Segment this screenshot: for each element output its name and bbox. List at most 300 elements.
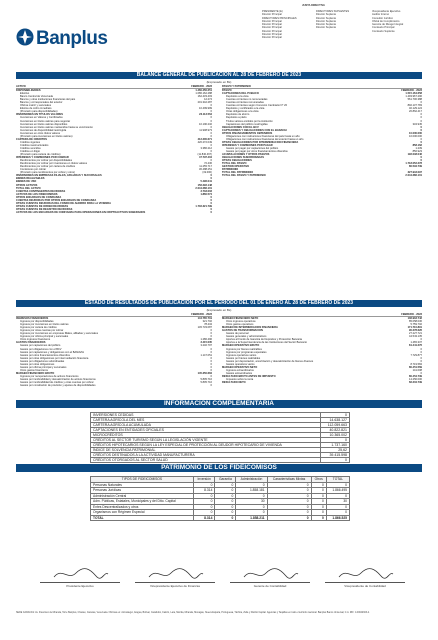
row-label: Cuentas corrientes según Convenio Cambiario N° 20 (226, 104, 288, 108)
board-member-line: Vicepresidente Ejecutivo (372, 10, 401, 13)
row-value: 0 (210, 177, 212, 181)
row-label: OBLIGACIONES CON EL BCV (222, 125, 259, 129)
trust-cell: 0 (215, 488, 236, 494)
row-value: 156.292.148 (197, 183, 212, 187)
row-label: Ingresos por recuperaciones de activos financieros (20, 374, 79, 378)
balance-units: (Expresado en Bs) (206, 80, 232, 84)
row-label: Obligaciones con instituciones financieras del exterior hasta un año (226, 137, 304, 141)
row-label: Comisiones por cobrar (20, 168, 47, 172)
signature-block (230, 567, 310, 588)
row-label: Ingresos extraordinarios (226, 368, 254, 372)
row-value: 0 (420, 356, 422, 360)
results-title: ESTADO DE RESULTADOS DE PUBLICACIÓN POR EL PERÍODO DEL 01 DE ENERO AL 28 DE FEBRERO DE 2023 (16, 300, 422, 307)
row-value: 0 (210, 347, 212, 351)
row-value: 20.862.417 (409, 110, 422, 114)
trust-cell: 0 (311, 482, 326, 488)
row-value: 27.227.721 (409, 332, 422, 336)
row-label: ACTIVOS DE LOS FIDEICOMISOS (16, 192, 58, 196)
signature-role: Presidente Ejecutivo (66, 584, 94, 588)
row-label: BIENES REALIZABLES (16, 177, 45, 181)
trust-column-header: Otros (311, 477, 326, 483)
trust-cell: 0 (267, 515, 311, 521)
row-value: 327.943.097 (407, 171, 422, 175)
row-value: 0 (420, 371, 422, 375)
row-value: 892.137.783 (407, 104, 422, 108)
row-value: 0 (210, 110, 212, 114)
row-value: 0 (420, 137, 422, 141)
row-label: Títulos valores emitidos por la institución (226, 119, 273, 123)
row-value: 192.048.046 (407, 153, 422, 157)
row-label: INTERESES Y COMISIONES POR PAGAR (222, 143, 273, 147)
complementary-label: ÍNDICE DE SOLVENCIA PATRIMONIAL (91, 448, 321, 453)
complementary-value: 0 (321, 458, 350, 463)
trust-cell: Entes Descentralizados y otros (91, 504, 194, 510)
trust-cell: 30 (236, 499, 267, 505)
row-value: 10.000.000 (409, 134, 422, 138)
row-label: Ingresos por oficina principal y sucursales (20, 335, 69, 339)
row-label: RESULTADO BRUTO ANTES DE IMPUESTO (222, 374, 276, 378)
row-label: Gastos por otros financiamientos obtenidos (20, 353, 70, 357)
row-value: 0 (210, 384, 212, 388)
complementary-value: 1.737.160 (321, 443, 350, 448)
signature-line (135, 582, 215, 583)
board-member-line: Director Principal (262, 33, 282, 37)
row-label: Ingresos por cartera de créditos (20, 326, 57, 330)
row-label: OBLIGACIONES SUBORDINADAS (222, 156, 264, 160)
row-label: Depósitos y certificados a la vista (226, 107, 265, 111)
board-member-line: Comisario Suplente (372, 29, 395, 33)
row-value: 3.415.035 (200, 341, 212, 345)
row-value: 11.908.973 (199, 128, 212, 132)
complementary-value: 25,62 (321, 448, 350, 453)
row-label: Cuentas corrientes no remuneradas (226, 98, 268, 102)
complementary-label: CRÉDITOS OTORGADOS AL SECTOR SALUD (91, 458, 321, 463)
row-value: 1.460.450.251 (195, 89, 212, 93)
handwritten-signature (335, 567, 395, 581)
row-label: Gastos por pagar por otros financiamientos obtenidos (226, 149, 288, 153)
row-label: Gastos por constitución de provisión y ajustes de disponibilidades (20, 384, 96, 388)
row-label: Bancos y otras instituciones financieras del país (20, 98, 76, 102)
row-label: Créditos en litigio (20, 149, 40, 153)
pasivo-heading: PASIVO Y PATRIMONIO (222, 85, 251, 88)
row-label: Ingresos por programas especiales (226, 350, 267, 354)
row-label: GASTOS DE TRANSFORMACIÓN (222, 329, 263, 333)
handwritten-signature (240, 567, 300, 581)
row-label: Oficina matriz y sucursales (20, 104, 51, 108)
row-value: 1.718.052.278 (405, 162, 422, 166)
row-label: Gastos por otras obligaciones (20, 362, 55, 366)
trust-cell: 0 (311, 510, 326, 516)
row-label: Créditos vigentes (20, 140, 41, 144)
row-value: 0 (210, 374, 212, 378)
signature-line (40, 582, 120, 583)
row-value: 0 (210, 159, 212, 163)
row-label: Inversiones en títulos valores mantenidos hasta su vencimiento (20, 125, 93, 129)
row-label: Depósitos a plazo (226, 116, 247, 120)
row-label: Bancos y corresponsales del exterior (20, 101, 63, 105)
row-value: 0 (210, 143, 212, 147)
row-value: 145.733.087 (197, 326, 212, 330)
row-label: DISPONIBILIDADES (16, 89, 41, 93)
row-label: CAPTACIONES Y OBLIGACIONES CON EL BANAVIH (222, 128, 287, 132)
signature-role: Vicepresidente Ejecutivo de Finanzas (150, 584, 200, 588)
row-value: 80.451.569 (409, 365, 422, 369)
row-value: 334.945 (412, 122, 422, 126)
row-label: INVERSIONES EN TÍTULOS VALORES (16, 113, 63, 117)
row-value: 145.350.684 (197, 371, 212, 375)
board-member-line: Director Principal (262, 26, 282, 30)
row-value: 0 (210, 174, 212, 178)
row-value: 201.342.287 (197, 101, 212, 105)
row-value: 0 (420, 113, 422, 117)
row-label: OTRAS CUENTAS DE ORDEN DEUDORAS (16, 204, 69, 208)
row-label: CUENTAS DEUDORAS POR OTROS ENCARGOS DE CONFIANZA (16, 198, 97, 202)
row-value: 412.200.671 (197, 137, 212, 141)
row-label: CUENTAS CONTINGENTES DEUDORAS (16, 189, 66, 193)
row-label: OTRAS CUENTAS DEUDORAS DEL FONDO DE AHORRO PARA LA VIVIENDA (16, 201, 111, 205)
complementary-label: CRÉDITOS DESTINADOS A LA ACTIVIDAD MANUFACTURERA (91, 453, 321, 458)
row-value: 0 (420, 156, 422, 160)
activo-heading: ACTIVO (16, 85, 26, 88)
row-label: Inversiones en Valores y Certificados (20, 116, 63, 120)
trust-total-row (91, 515, 350, 521)
board-title (302, 4, 362, 7)
row-value: 1.239 (415, 146, 422, 150)
row-value: 2.044.286.101 (195, 186, 212, 190)
row-value: 0 (210, 116, 212, 120)
board-member-line: Oficial de Cumplimiento (372, 19, 400, 23)
row-value: 0 (210, 119, 212, 123)
row-label: PASIVO (222, 89, 232, 93)
row-value: 1.286.496 (200, 338, 212, 342)
footer-text: SEDE CARACAS: Av. Francisco de Miranda, Torre Banplus, Chacao, Caracas, Venezuela. Oficinas en: Anzoátegui, Aragua, Bolívar, Carabobo, Falcón, Lara, Mérida, Miranda, Monagas, Nueva Esparta, Portuguesa, Táchira, Zulia y Distrito Capital. Agencias y Taquillas en todo el territorio nacional. Banplus Banco Universal, C.A. RIF: J-00042303-2. (16, 612, 370, 614)
trust-cell: 0 (236, 482, 267, 488)
row-label: MARGEN FINANCIERO NETO (222, 317, 259, 321)
row-value: 0 (210, 210, 212, 214)
complementary-label: CARTERA AGRÍCOLA ACUMULADA (91, 423, 321, 428)
trust-cell: 0 (215, 499, 236, 505)
trust-column-header: TOTAL (326, 477, 349, 483)
row-label: Obligaciones con instituciones financieras del país hasta un año (226, 134, 300, 138)
row-label: MARGEN OPERATIVO BRUTO (222, 344, 260, 348)
row-label: Inversiones en títulos valores disponibles (20, 122, 68, 126)
row-label: Depósitos a la vista (226, 95, 249, 99)
row-value: 0 (210, 134, 212, 138)
row-label: (Provisión para disponibilidades) (20, 110, 58, 114)
row-label: Créditos vencidos (20, 146, 41, 150)
complementary-value: 14.638.127 (321, 418, 350, 423)
row-value: 36.488.251 (199, 168, 212, 172)
row-value: 0 (210, 329, 212, 333)
row-value: 0 (210, 350, 212, 354)
board-member-line: Director Suplente (316, 26, 337, 30)
trust-cell: 0 (311, 493, 326, 499)
row-label: Otros gastos operativos (226, 323, 254, 327)
row-label: Ingresos por inversiones en empresas filiales, afiliadas y sucursales (20, 332, 98, 336)
row-value: 0 (210, 131, 212, 135)
row-value: 0 (420, 128, 422, 132)
row-label: Rendimientos por cobrar por cartera de créditos (20, 165, 76, 169)
row-value: 5.805.716 (200, 377, 212, 381)
trust-cell: 0 (215, 504, 236, 510)
row-value: 80.454.739 (409, 374, 422, 378)
trust-cell: Administración Central (91, 493, 194, 499)
row-label: OTROS ENCARGOS DE CONFIANZA (16, 195, 62, 199)
row-label: Depósitos de ahorro (226, 113, 250, 117)
row-value: 85.058.036 (409, 320, 422, 324)
complementary-label: CRÉDITOS HIPOTECARIOS SEGÚN LA LEY ESPECIAL DE PROTECCIÓN AL DEUDOR HIPOTECARIO DE VIVIENDA (91, 443, 321, 448)
row-label: Ingresos por otras cuentas por cobrar (20, 329, 64, 333)
row-label: Otras obligaciones a la vista (226, 110, 259, 114)
row-label: Ingresos por disponibilidades (20, 320, 54, 324)
row-value: 2.044.286.101 (405, 174, 422, 178)
complementary-label: CAPTACIONES EN ENTIDADES OFICIALES (91, 428, 321, 433)
row-value: 0 (210, 365, 212, 369)
trust-cell: 0 (326, 482, 349, 488)
row-label: (Provisión para inversiones en títulos valores) (20, 134, 73, 138)
complementary-title: INFORMACIÓN COMPLEMENTARIA (16, 400, 422, 408)
row-label: INVERSIONES EN EMPRESAS FILIALES, AFILIADAS Y SUCURSALES (16, 174, 102, 178)
trust-cell: Personas Naturales (91, 482, 194, 488)
signature-line (230, 582, 310, 583)
row-value: 0 (210, 359, 212, 363)
board-member-line: Gerente de Riesgo Integral (372, 23, 404, 27)
board-member-line: Director Principal (262, 19, 282, 23)
row-value: 11.255.717 (199, 165, 212, 169)
board-member-line: DIRECTORES PRINCIPALES (262, 16, 297, 20)
row-label: TOTAL DEL PASIVO (222, 162, 247, 166)
trust-cell: 30 (326, 499, 349, 505)
trust-cell: 0 (236, 510, 267, 516)
row-label: TOTAL DEL PASIVO Y PATRIMONIO (222, 174, 266, 178)
balance-title: BALANCE GENERAL DE PUBLICACIÓN AL 28 DE FEBRERO DE 2023 (16, 72, 422, 79)
trust-cell: 0 (193, 504, 215, 510)
row-label: Gastos por depreciación, amortización y desvalorización de bienes diversos (226, 359, 314, 363)
row-label: TOTAL DEL ACTIVO (16, 186, 41, 190)
trust-cell: 0 (311, 504, 326, 510)
row-value: 162.433.403 (197, 95, 212, 99)
row-label: RESULTADO NETO (222, 381, 246, 385)
trust-cell: 0 (193, 493, 215, 499)
trust-title: PATRIMONIO DE LOS FIDEICOMISOS (16, 464, 422, 472)
row-label: Otros gastos financieros (20, 368, 48, 372)
row-label: OTROS FINANCIAMIENTOS OBTENIDOS (222, 131, 273, 135)
row-label: Gastos por obligaciones subordinadas (20, 359, 65, 363)
trust-cell: 0 (236, 493, 267, 499)
complementary-value: 112.059.663 (321, 423, 350, 428)
row-label: PATRIMONIO (222, 168, 239, 172)
trust-column-header: Garantía (215, 477, 236, 483)
row-label: Gastos extraordinarios (226, 371, 253, 375)
trust-cell: 8.314 (193, 515, 215, 521)
row-value: 7.729.877 (410, 353, 422, 357)
pasivo-rows (222, 89, 422, 177)
trust-cell: Organismos con Régimen Especial (91, 510, 194, 516)
row-value: 3.386.212 (200, 146, 212, 150)
row-value: 141.008 (412, 368, 422, 372)
trust-cell: 8.314 (193, 488, 215, 494)
trust-cell: 0 (193, 499, 215, 505)
row-label: Inversiones de disponibilidad restringida (20, 128, 67, 132)
trust-cell: 0 (215, 515, 236, 521)
row-label: CARTERA DE CRÉDITOS (16, 137, 47, 141)
trust-cell: 0 (326, 510, 349, 516)
board-member-line: Director Principal (262, 13, 282, 17)
row-value: 1.860.574 (200, 192, 212, 196)
row-value: 858.162 (412, 143, 422, 147)
row-label: MARGEN OPERATIVO NETO (222, 365, 258, 369)
row-label: Ingresos por inversiones en títulos valores (20, 323, 69, 327)
signature-block (135, 567, 215, 588)
row-label: Ingresos operativos varios (226, 353, 257, 357)
row-value: 561.700.388 (407, 98, 422, 102)
row-label: Gastos por captaciones y obligaciones con el BANAVIH (20, 350, 84, 354)
row-label: Gastos por captaciones del público (20, 344, 61, 348)
row-value: 81.441.276 (409, 344, 422, 348)
row-value: 171.710.891 (407, 326, 422, 330)
row-label: ACTIVOS DE LOS ENCARGOS DE CONFIANZA PARA OPERACIONES EN CRIPTOACTIVOS SOBERANOS (16, 210, 146, 214)
row-value: 0 (210, 201, 212, 205)
row-value: 0 (420, 350, 422, 354)
trust-column-header: Características Mixtas (267, 477, 311, 483)
row-label: Efectivo (20, 92, 30, 96)
signature-block (325, 567, 405, 588)
trust-cell: 0 (267, 493, 311, 499)
row-value: 5.759.702 (410, 323, 422, 327)
row-label: OTRAS CUENTAS DE REGISTRO DEUDORAS (16, 207, 73, 211)
board-member-line: Director Suplente (316, 13, 337, 17)
row-label: MARGEN DE INTERMEDIACIÓN FINANCIERA (222, 326, 278, 330)
results-left-column (16, 313, 212, 387)
complementary-label: INVERSIONES CEDIDAS (91, 413, 321, 418)
statement-row (222, 381, 422, 384)
trust-cell: 0 (311, 488, 326, 494)
row-value: 66.204.739 (409, 381, 422, 385)
row-label: Captaciones del público restringidas (226, 122, 268, 126)
balance-activo-column (16, 85, 212, 214)
trust-cell: TOTAL (91, 515, 194, 521)
signature-role: Gerente de Contabilidad (253, 584, 287, 588)
trust-column-header: Inversión (193, 477, 215, 483)
trust-cell: 0 (215, 482, 236, 488)
row-value: 0 (210, 149, 212, 153)
row-label: Otros ingresos financieros (20, 338, 51, 342)
row-label: OTRAS OBLIGACIONES (222, 159, 252, 163)
results-right-rows (222, 317, 422, 384)
row-label: Cuentas corrientes remuneradas (226, 101, 264, 105)
row-value: 0 (420, 125, 422, 129)
row-value: 420.272.049 (197, 140, 212, 144)
row-value: 40.129.124 (409, 107, 422, 111)
row-value: 0 (210, 195, 212, 199)
trust-cell: 0 (267, 482, 311, 488)
trust-cell: 0 (267, 488, 311, 494)
trust-cell: Personas Jurídicas (91, 488, 194, 494)
row-value: 0 (420, 101, 422, 105)
banplus-logo-icon (16, 28, 34, 46)
row-label: INTERESES Y COMISIONES POR COBRAR (16, 156, 69, 160)
signature-role: Vicepresidente de Contabilidad (344, 584, 386, 588)
complementary-table (90, 412, 350, 463)
row-value: 10.190.232 (199, 122, 212, 126)
row-label: Gastos por incobrabilidad y desvalorización de activos financieros (20, 377, 96, 381)
row-label: Créditos reestructurados (20, 143, 49, 147)
trust-cell: 0 (193, 510, 215, 516)
row-value: 0 (210, 207, 212, 211)
row-value: 0 (210, 104, 212, 108)
board-member-line: Auditor Interno (372, 13, 390, 17)
complementary-value: 0 (321, 413, 350, 418)
row-value: 1.465.337 (410, 341, 422, 345)
results-right-column (222, 313, 422, 384)
row-value: 14.250.000 (409, 377, 422, 381)
row-value: 0 (210, 198, 212, 202)
row-label: Impuesto sobre la renta (226, 377, 254, 381)
banplus-logo (16, 26, 116, 48)
row-value: (11.840.467) (197, 153, 212, 157)
row-label: Gastos operativos varios (226, 362, 255, 366)
board-member-line: Comisario Principal (372, 26, 395, 30)
trust-cell: 0 (267, 510, 311, 516)
row-label: Gastos por otras obligaciones por intermediación financiera (20, 356, 89, 360)
row-label: GESTIÓN OPERATIVA (222, 165, 250, 169)
row-value: 144.765.719 (197, 317, 212, 321)
board-member-line: DIRECTORES SUPLENTES (316, 10, 350, 13)
statement-row (222, 174, 422, 177)
trust-cell: 1.858.211 (236, 515, 267, 521)
trust-cell: 1.858.181 (236, 488, 267, 494)
row-label: Gastos por bienes realizables (226, 356, 261, 360)
row-value: 47.797.404 (199, 156, 212, 160)
trust-cell: 0 (326, 504, 349, 510)
row-value: 72.436 (204, 162, 212, 166)
row-value: 10.499.999 (199, 107, 212, 111)
row-label: INGRESOS FINANCIEROS (16, 317, 49, 321)
row-label: CAPTACIONES DEL PÚBLICO (222, 92, 259, 96)
row-value: 90.278.626 (409, 329, 422, 333)
row-label: Inversiones en otros títulos valores (20, 131, 61, 135)
board-member-line: Director Principal (262, 29, 282, 33)
row-value: 1.702.321.799 (195, 204, 212, 208)
row-value: 0 (210, 356, 212, 360)
row-label: (Provisión para cartera de créditos) (20, 153, 61, 157)
row-value: 0 (210, 125, 212, 129)
brand-name: Banplus (36, 28, 108, 49)
trust-cell: 0 (215, 493, 236, 499)
results-units: (Expresado en Bs) (206, 308, 232, 312)
row-value: 321.702 (202, 320, 212, 324)
row-label: ACUMULACIONES Y OTROS PASIVOS (222, 153, 270, 157)
row-value: 0 (210, 362, 212, 366)
row-value: 0 (420, 119, 422, 123)
complementary-value: 40.822.821 (321, 428, 350, 433)
row-value: 0 (420, 116, 422, 120)
complementary-value: 10.365.002 (321, 433, 350, 438)
row-value: 44.543.135 (409, 335, 422, 339)
row-label: TOTAL DEL PATRIMONIO (222, 171, 254, 175)
row-value: 78.434 (204, 323, 212, 327)
row-value: 0 (210, 368, 212, 372)
board-member-line: Director Principal (262, 23, 282, 27)
trust-cell: 0 (215, 510, 236, 516)
board-heading: JUNTA DIRECTIVA (302, 4, 325, 7)
row-value: 3.246.797 (200, 344, 212, 348)
complementary-label: MICROCRÉDITOS (91, 433, 321, 438)
row-value: 10.000.000 (409, 131, 422, 135)
row-value: 5.805.716 (200, 381, 212, 385)
row-value: 1.493.967.296 (405, 95, 422, 99)
row-label: Rendimientos por cobrar por inversiones en títulos valores (20, 162, 88, 166)
